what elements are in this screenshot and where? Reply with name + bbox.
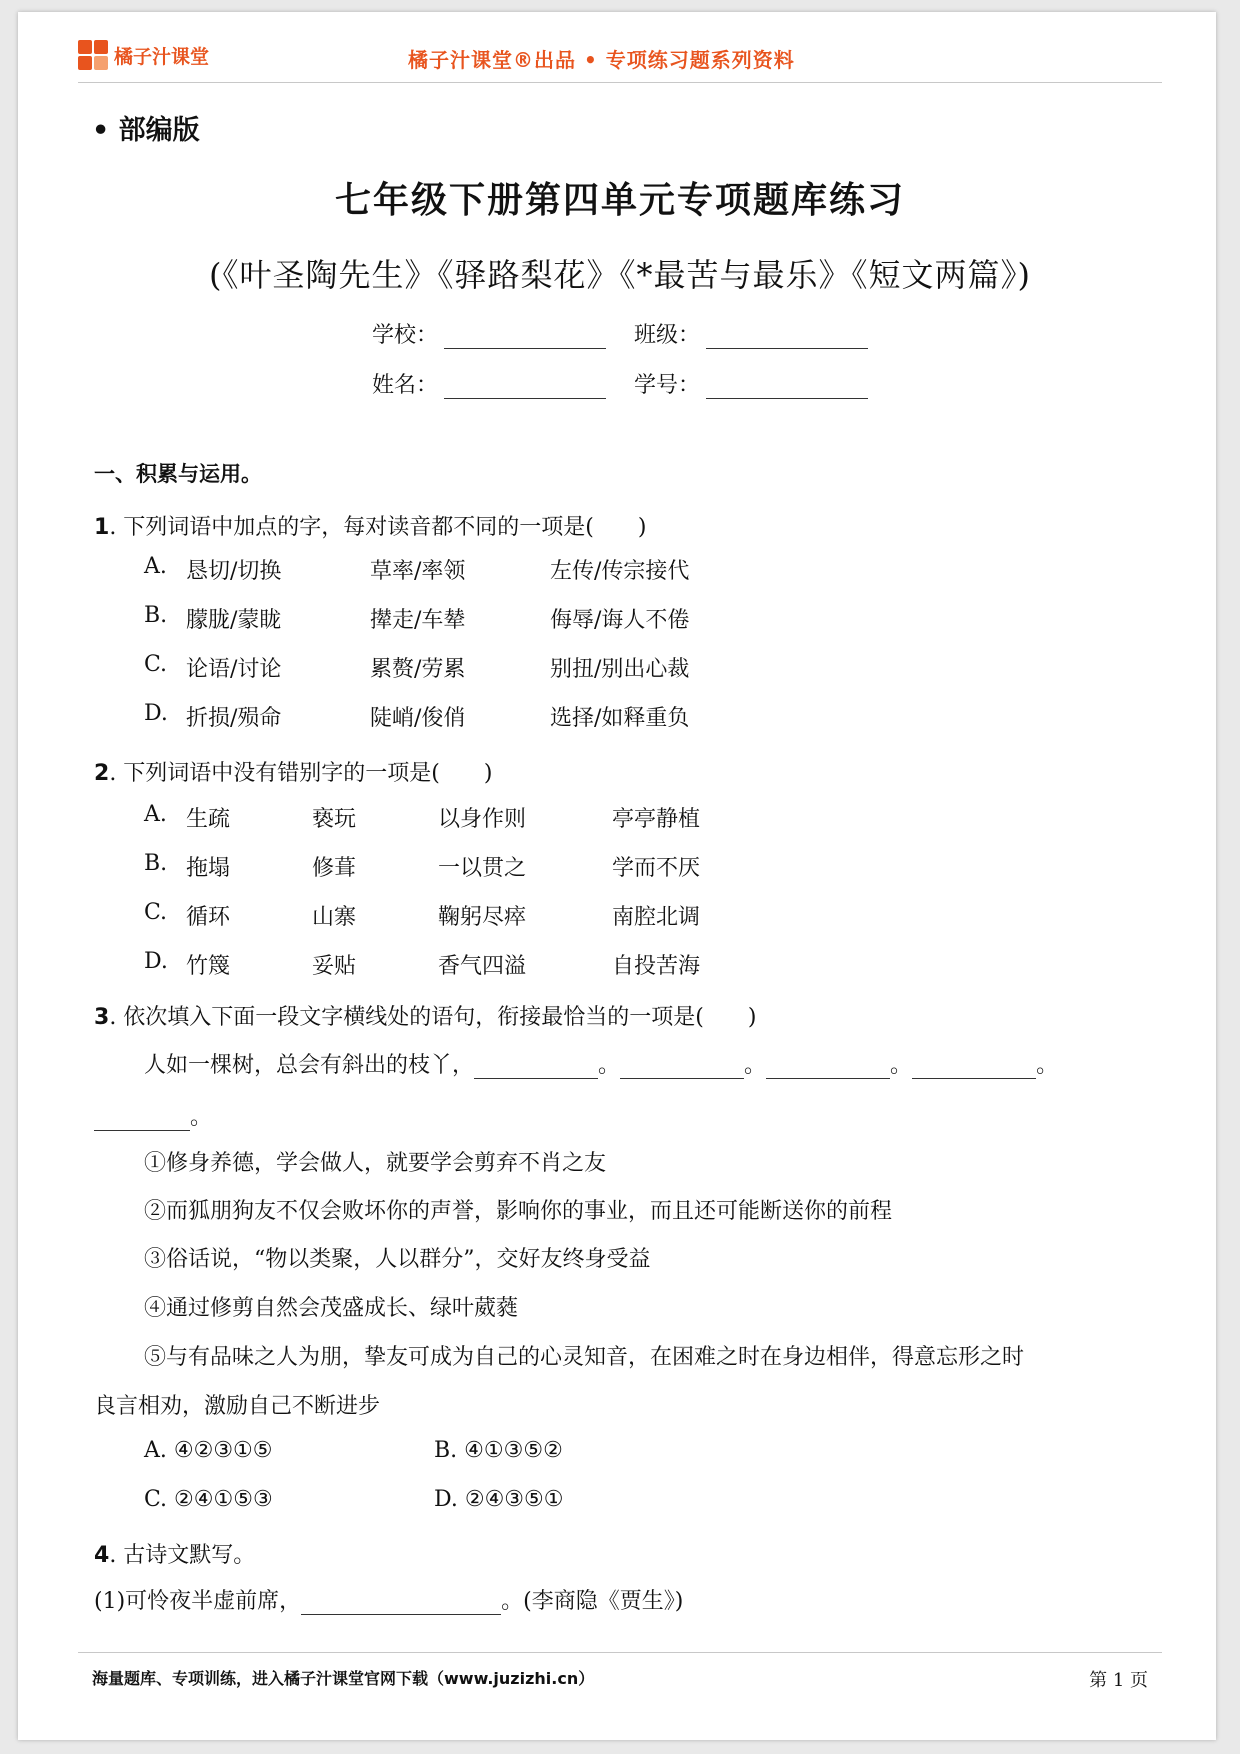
q2-option-c-label: C. xyxy=(144,900,168,925)
answer-blank xyxy=(301,1594,501,1615)
question-4 xyxy=(94,1538,255,1569)
q3-passage: 人如一棵树，总会有斜出的枝丫， 。 。 。 。 xyxy=(144,1053,1059,1078)
question-stem: . 下列词语中没有错别字的一项是( ) xyxy=(109,761,493,786)
q3-passage-continued: 。 xyxy=(94,1100,212,1131)
q2-option-d-label: D. xyxy=(144,949,168,974)
page-header xyxy=(78,30,1162,83)
q2-option-a-item: 亵玩 xyxy=(312,807,357,832)
number-label: 学号： xyxy=(634,373,701,398)
answer-blank xyxy=(474,1058,598,1079)
q3-item: ④通过修剪自然会茂盛成长、绿叶葳蕤 xyxy=(144,1296,519,1321)
q3-option-c: C. ②④①⑤③ xyxy=(144,1487,273,1512)
q2-option-a-item: 亭亭静植 xyxy=(612,807,701,832)
page-number: 第 1 页 xyxy=(1089,1670,1148,1691)
q2-option-a-item: 以身作则 xyxy=(438,807,527,832)
page-subtitle: (《叶圣陶先生》《驿路梨花》《*最苦与最乐》《短文两篇》) xyxy=(209,256,1031,294)
school-field xyxy=(372,318,606,349)
answer-blank xyxy=(94,1110,190,1131)
q3-item: ⑤与有品味之人为朋，挚友可成为自己的心灵知音，在困难之时在身边相伴，得意忘形之时 xyxy=(144,1345,1025,1370)
q1-option-d-label: D. xyxy=(144,701,168,726)
logo-icon xyxy=(78,40,108,70)
question-stem: . 古诗文默写。 xyxy=(109,1543,256,1568)
question-number: 3 xyxy=(94,1005,110,1030)
q2-option-c-item: 循环 xyxy=(186,905,231,930)
q3-option-b: B. ④①③⑤② xyxy=(434,1438,563,1463)
answer-blank xyxy=(912,1058,1036,1079)
school-label: 学校： xyxy=(372,323,439,348)
class-line xyxy=(706,326,868,349)
brand-logo xyxy=(78,40,209,70)
footer-note: 海量题库、专项训练，进入橘子汁课堂官网下载（www.juzizhi.cn） xyxy=(92,1669,595,1688)
q2-option-b-item: 一以贯之 xyxy=(438,856,527,881)
q4-line-1: (1)可怜夜半虚前席， 。(李商隐《贾生》) xyxy=(94,1589,684,1614)
section-heading: 一、积累与运用。 xyxy=(94,462,262,486)
q1-option-c-item: 别扭/别出心裁 xyxy=(550,657,690,682)
q2-option-c-item: 山寨 xyxy=(312,905,357,930)
q1-option-a-item: 左传/传宗接代 xyxy=(550,559,690,584)
q2-option-b-item: 拖塌 xyxy=(186,856,231,881)
class-field xyxy=(634,318,868,349)
q2-option-d-item: 自投苦海 xyxy=(612,954,701,979)
question-2 xyxy=(94,756,492,787)
header-title: 橘子汁课堂®出品 • 专项练习题系列资料 xyxy=(408,48,795,72)
q2-option-c-item: 南腔北调 xyxy=(612,905,701,930)
q2-option-c-item: 鞠躬尽瘁 xyxy=(438,905,527,930)
school-line xyxy=(444,326,606,349)
q3-passage-text: 人如一棵树，总会有斜出的枝丫， xyxy=(144,1053,475,1078)
footer-divider xyxy=(78,1652,1162,1653)
q1-option-b-item: 朦胧/蒙眬 xyxy=(186,608,282,633)
name-label: 姓名： xyxy=(372,373,439,398)
question-number: 2 xyxy=(94,761,110,786)
q1-option-a-item: 恳切/切换 xyxy=(186,559,282,584)
q1-option-d-item: 选择/如释重负 xyxy=(550,706,690,731)
name-line xyxy=(444,376,606,399)
answer-blank xyxy=(766,1058,890,1079)
answer-blank xyxy=(620,1058,744,1079)
question-3 xyxy=(94,1000,756,1031)
q2-option-d-item: 妥贴 xyxy=(312,954,357,979)
q2-option-b-item: 学而不厌 xyxy=(612,856,701,881)
q1-option-b-label: B. xyxy=(144,603,168,628)
q1-option-b-item: 撵走/车辇 xyxy=(370,608,466,633)
brand-name: 橘子汁课堂 xyxy=(114,45,210,68)
q2-option-d-item: 竹篾 xyxy=(186,954,231,979)
q2-option-b-item: 修葺 xyxy=(312,856,357,881)
name-field xyxy=(372,368,606,399)
q2-option-b-label: B. xyxy=(144,851,168,876)
question-stem: . 依次填入下面一段文字横线处的语句，衔接最恰当的一项是( ) xyxy=(109,1005,757,1030)
q1-option-c-item: 累赘/劳累 xyxy=(370,657,466,682)
q3-option-a: A. ④②③①⑤ xyxy=(144,1438,273,1463)
q1-option-a-label: A. xyxy=(144,554,167,579)
q1-option-c-label: C. xyxy=(144,652,168,677)
question-number: 1 xyxy=(94,515,110,540)
q3-item: ①修身养德，学会做人，就要学会剪弃不肖之友 xyxy=(144,1151,607,1176)
q2-option-a-label: A. xyxy=(144,802,167,827)
number-field xyxy=(634,368,868,399)
q3-item: ③俗话说，“物以类聚，人以群分”，交好友终身受益 xyxy=(144,1247,651,1272)
q1-option-a-item: 草率/率领 xyxy=(370,559,466,584)
edition-label: • 部编版 xyxy=(92,115,200,146)
q3-item-continued: 良言相劝，激励自己不断进步 xyxy=(94,1394,381,1419)
q1-option-d-item: 折损/殒命 xyxy=(186,706,282,731)
q1-option-d-item: 陡峭/俊俏 xyxy=(370,706,466,731)
q3-option-d: D. ②④③⑤① xyxy=(434,1487,564,1512)
q1-option-b-item: 侮辱/诲人不倦 xyxy=(550,608,690,633)
q3-item: ②而狐朋狗友不仅会败坏你的声誉，影响你的事业，而且还可能断送你的前程 xyxy=(144,1199,893,1224)
page-title: 七年级下册第四单元专项题库练习 xyxy=(334,179,905,221)
question-stem: . 下列词语中加点的字，每对读音都不同的一项是( ) xyxy=(109,515,647,540)
class-label: 班级： xyxy=(634,323,701,348)
question-number: 4 xyxy=(94,1543,110,1568)
number-line xyxy=(706,376,868,399)
q2-option-a-item: 生疏 xyxy=(186,807,231,832)
question-1 xyxy=(94,510,646,541)
q2-option-d-item: 香气四溢 xyxy=(438,954,527,979)
q1-option-c-item: 论语/讨论 xyxy=(186,657,282,682)
